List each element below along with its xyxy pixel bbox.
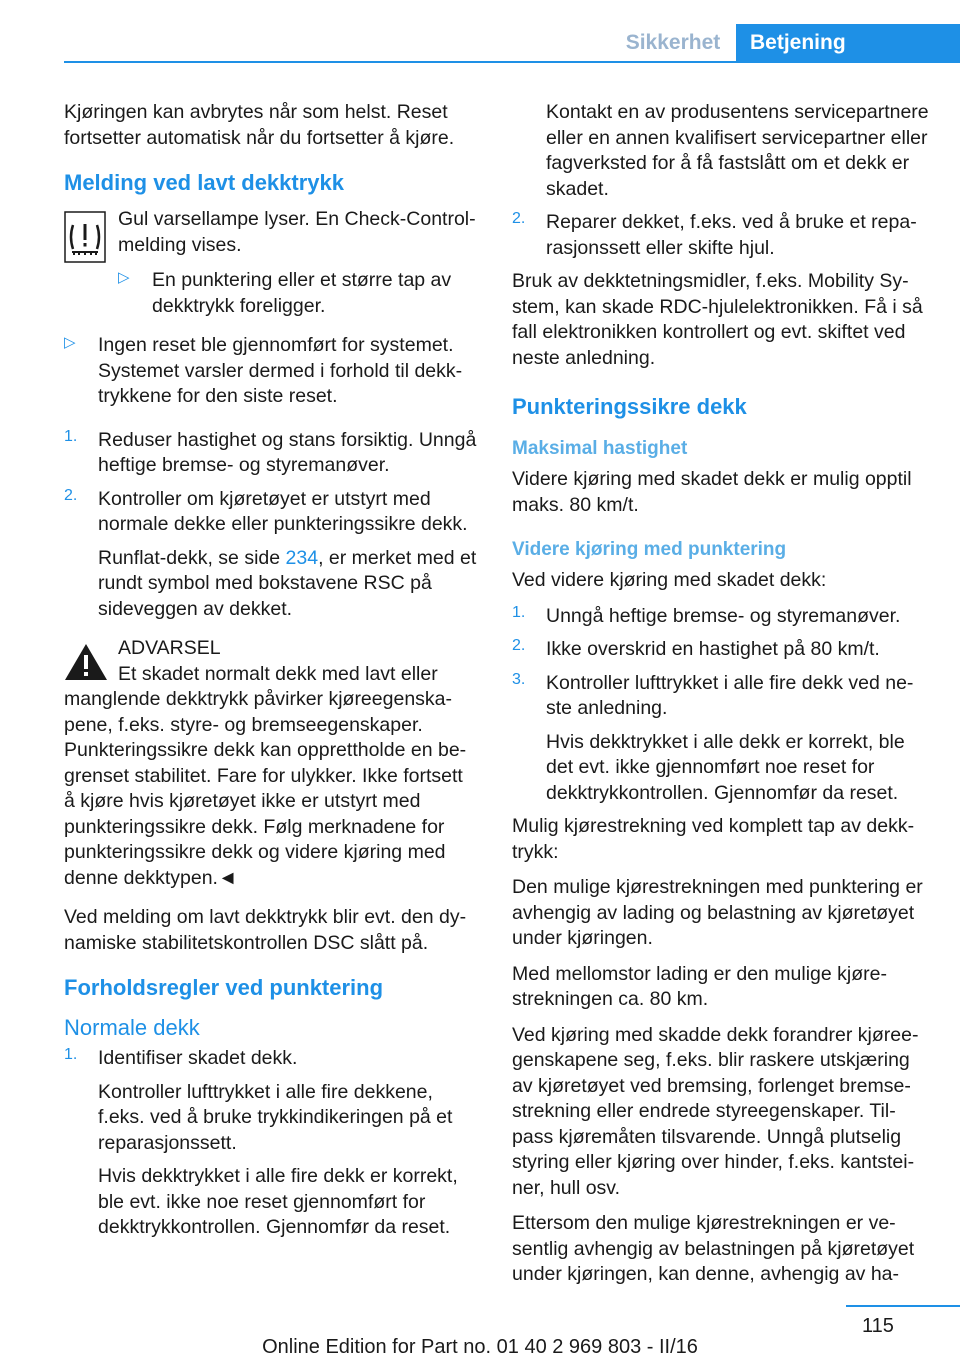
warning-text: Et skadet normalt dekk med lavt eller manglende dekktrykk påvirker kjøreegenskapene, f.eks. styre- og bremseegenskaper. Punkteringssikre dekk kan opprettholde en begrenset stabilitet. Fare for ulykker. Ikke fortsett å kjøre hvis kjøretøyet ikke er utstyrt med punkteringssikre dekk. Følg merknadene for punkteringssikre dekk og videre kjøring med denne dekktypen.◄	[64, 662, 467, 889]
list-item	[118, 268, 478, 319]
footer-rule	[846, 1305, 960, 1307]
bullet-inner-text: En punktering eller et større tap av dekktrykk foreligger.	[152, 269, 452, 317]
warning-box	[64, 636, 478, 662]
dsc-paragraph: Ved melding om lavt dekktrykk blir evt. den dynamiske stabilitetskontrollen DSC slått på.	[64, 906, 467, 954]
heading-continue-driving: Videre kjøring med punktering	[512, 539, 787, 560]
list-item	[64, 487, 478, 623]
right-column	[512, 100, 930, 1288]
tab-betjening[interactable]: Betjening	[736, 24, 960, 63]
n1-sub2: Hvis dekktrykket i alle fire dekk er korrekt, ble evt. ikke noe reset gjennomført for dekktrykkontrollen. Gjennomfør da reset.	[98, 1165, 458, 1238]
step2-text: Kontroller om kjøretøyet er utstyrt med normale dekke eller punkteringssikre dekk.	[98, 487, 468, 535]
c3-sub: Hvis dekktrykket i alle dekk er korrekt, ble det evt. ikke gjennomført noe reset for dekktrykkontrollen. Gjennomfør da reset.	[546, 730, 905, 804]
heading-normal-tires: Normale dekk	[64, 1015, 200, 1040]
step-number: 1.	[64, 427, 78, 445]
intro-paragraph: Kjøringen kan avbrytes når som helst. Reset fortsetter automatisk når du fortsetter å kjøre.	[64, 101, 455, 149]
heading-runflat: Punkteringssikre dekk	[512, 394, 747, 419]
step-number: 2.	[512, 637, 526, 654]
c2-text: Ikke overskrid en hastighet på 80 km/t.	[546, 638, 880, 660]
warning-triangle-icon	[64, 642, 108, 682]
list-item	[512, 637, 930, 663]
range-dependency-paragraph: Den mulige kjørestrekningen med punktering er avhengig av lading og belastning av kjøretøyet under kjøringen.	[512, 876, 923, 949]
list-item	[512, 671, 930, 807]
step2-sub-text-cont: , er merket med et rundt symbol med bokstavene RSC på sideveggen av dekket.	[98, 546, 477, 620]
c1-text: Unngå heftige bremse- og styremanøver.	[546, 604, 901, 627]
step2-sub	[98, 546, 478, 623]
heading-puncture: Forholdsregler ved punktering	[64, 975, 384, 1000]
step-number: 1.	[64, 1046, 78, 1063]
n2-text: Reparer dekket, f.eks. ved å bruke et reparasjonssett eller skifte hjul.	[546, 211, 917, 259]
list-item	[64, 1046, 478, 1241]
bullet-outer-text: Ingen reset ble gjennomført for systemet. Systemet varsler dermed i forhold til dekktrykkene for den siste reset.	[98, 334, 463, 407]
list-item	[512, 604, 930, 630]
page-reference-link[interactable]: 234	[285, 546, 319, 569]
step1-text: Reduser hastighet og stans forsiktig. Unngå heftige bremse- og styremanøver.	[98, 428, 477, 476]
step-number: 2.	[64, 486, 78, 504]
warning-title: ADVARSEL	[118, 637, 221, 659]
step-number: 2.	[512, 210, 526, 227]
left-column	[64, 100, 478, 1249]
triangle-bullet-icon: ▷	[118, 269, 130, 286]
list-item	[64, 333, 478, 410]
triangle-bullet-icon: ▷	[64, 334, 76, 351]
step2-sub-text: Runflat-dekk, se side	[98, 546, 281, 569]
max-speed-text: Videre kjøring med skadet dekk er mulig opptil maks. 80 km/t.	[512, 468, 912, 516]
tire-pressure-warning-icon	[64, 211, 106, 263]
n1-sub1: Kontroller lufttrykket i alle fire dekkene, f.eks. ved å bruke trykkindikeringen på et reparasjonssett.	[98, 1080, 453, 1154]
tab-sikkerhet[interactable]: Sikkerhet	[625, 31, 721, 54]
warning-lamp-block	[64, 207, 478, 319]
heading-max-speed: Maksimal hastighet	[512, 438, 688, 459]
header-rule	[64, 61, 960, 63]
n1-text: Identifiser skadet dekk.	[98, 1047, 298, 1069]
edition-footer: Online Edition for Part no. 01 40 2 969 803 - II/16	[262, 1336, 698, 1358]
page-number: 115	[862, 1315, 894, 1337]
list-item	[64, 428, 478, 479]
heading-low-pressure: Melding ved lavt dekktrykk	[64, 170, 344, 195]
step-number: 3.	[512, 670, 526, 688]
list-item	[512, 210, 930, 261]
range-loss-paragraph: Mulig kjørestrekning ved komplett tap av dekktrykk:	[512, 815, 915, 863]
continue-intro: Ved videre kjøring med skadet dekk:	[512, 569, 827, 591]
lamp-text: Gul varsellampe lyser. En Check-Control-melding vises.	[118, 208, 476, 256]
handling-paragraph: Ved kjøring med skadde dekk forandrer kjøreegenskapene seg, f.eks. blir raskere utskjæring av kjøretøyet ved bremsing, forlenget bremsestrekning eller endrede styreegenskaper. Tilpass kjøremåten tilsvarende. Unngå plutselig styring eller kjøring over hinder, f.eks. kantsteiner, hull osv.	[512, 1023, 919, 1199]
c3-text: Kontroller lufttrykket i alle fire dekk ved neste anledning.	[546, 671, 914, 719]
load-paragraph: Ettersom den mulige kjørestrekningen er vesentlig avhengig av belastningen på kjøretøyet under kjøringen, kan denne, avhengig av ha-	[512, 1212, 915, 1285]
n1-continued: Kontakt en av produsentens servicepartnere eller en annen kvalifisert servicepartner eller fagverksted for å få fastslått om et dekk er skadet.	[546, 101, 929, 200]
sealant-paragraph: Bruk av dekktetningsmidler, f.eks. Mobility System, kan skade RDC-hjulelektronikken. Få i så fall elektronikken kontrollert og evt. skiftet ved neste anledning.	[512, 270, 923, 369]
list-item	[512, 100, 930, 202]
range-medium-paragraph: Med mellomstor lading er den mulige kjørestrekningen ca. 80 km.	[512, 962, 887, 1010]
step-number: 1.	[512, 603, 526, 621]
